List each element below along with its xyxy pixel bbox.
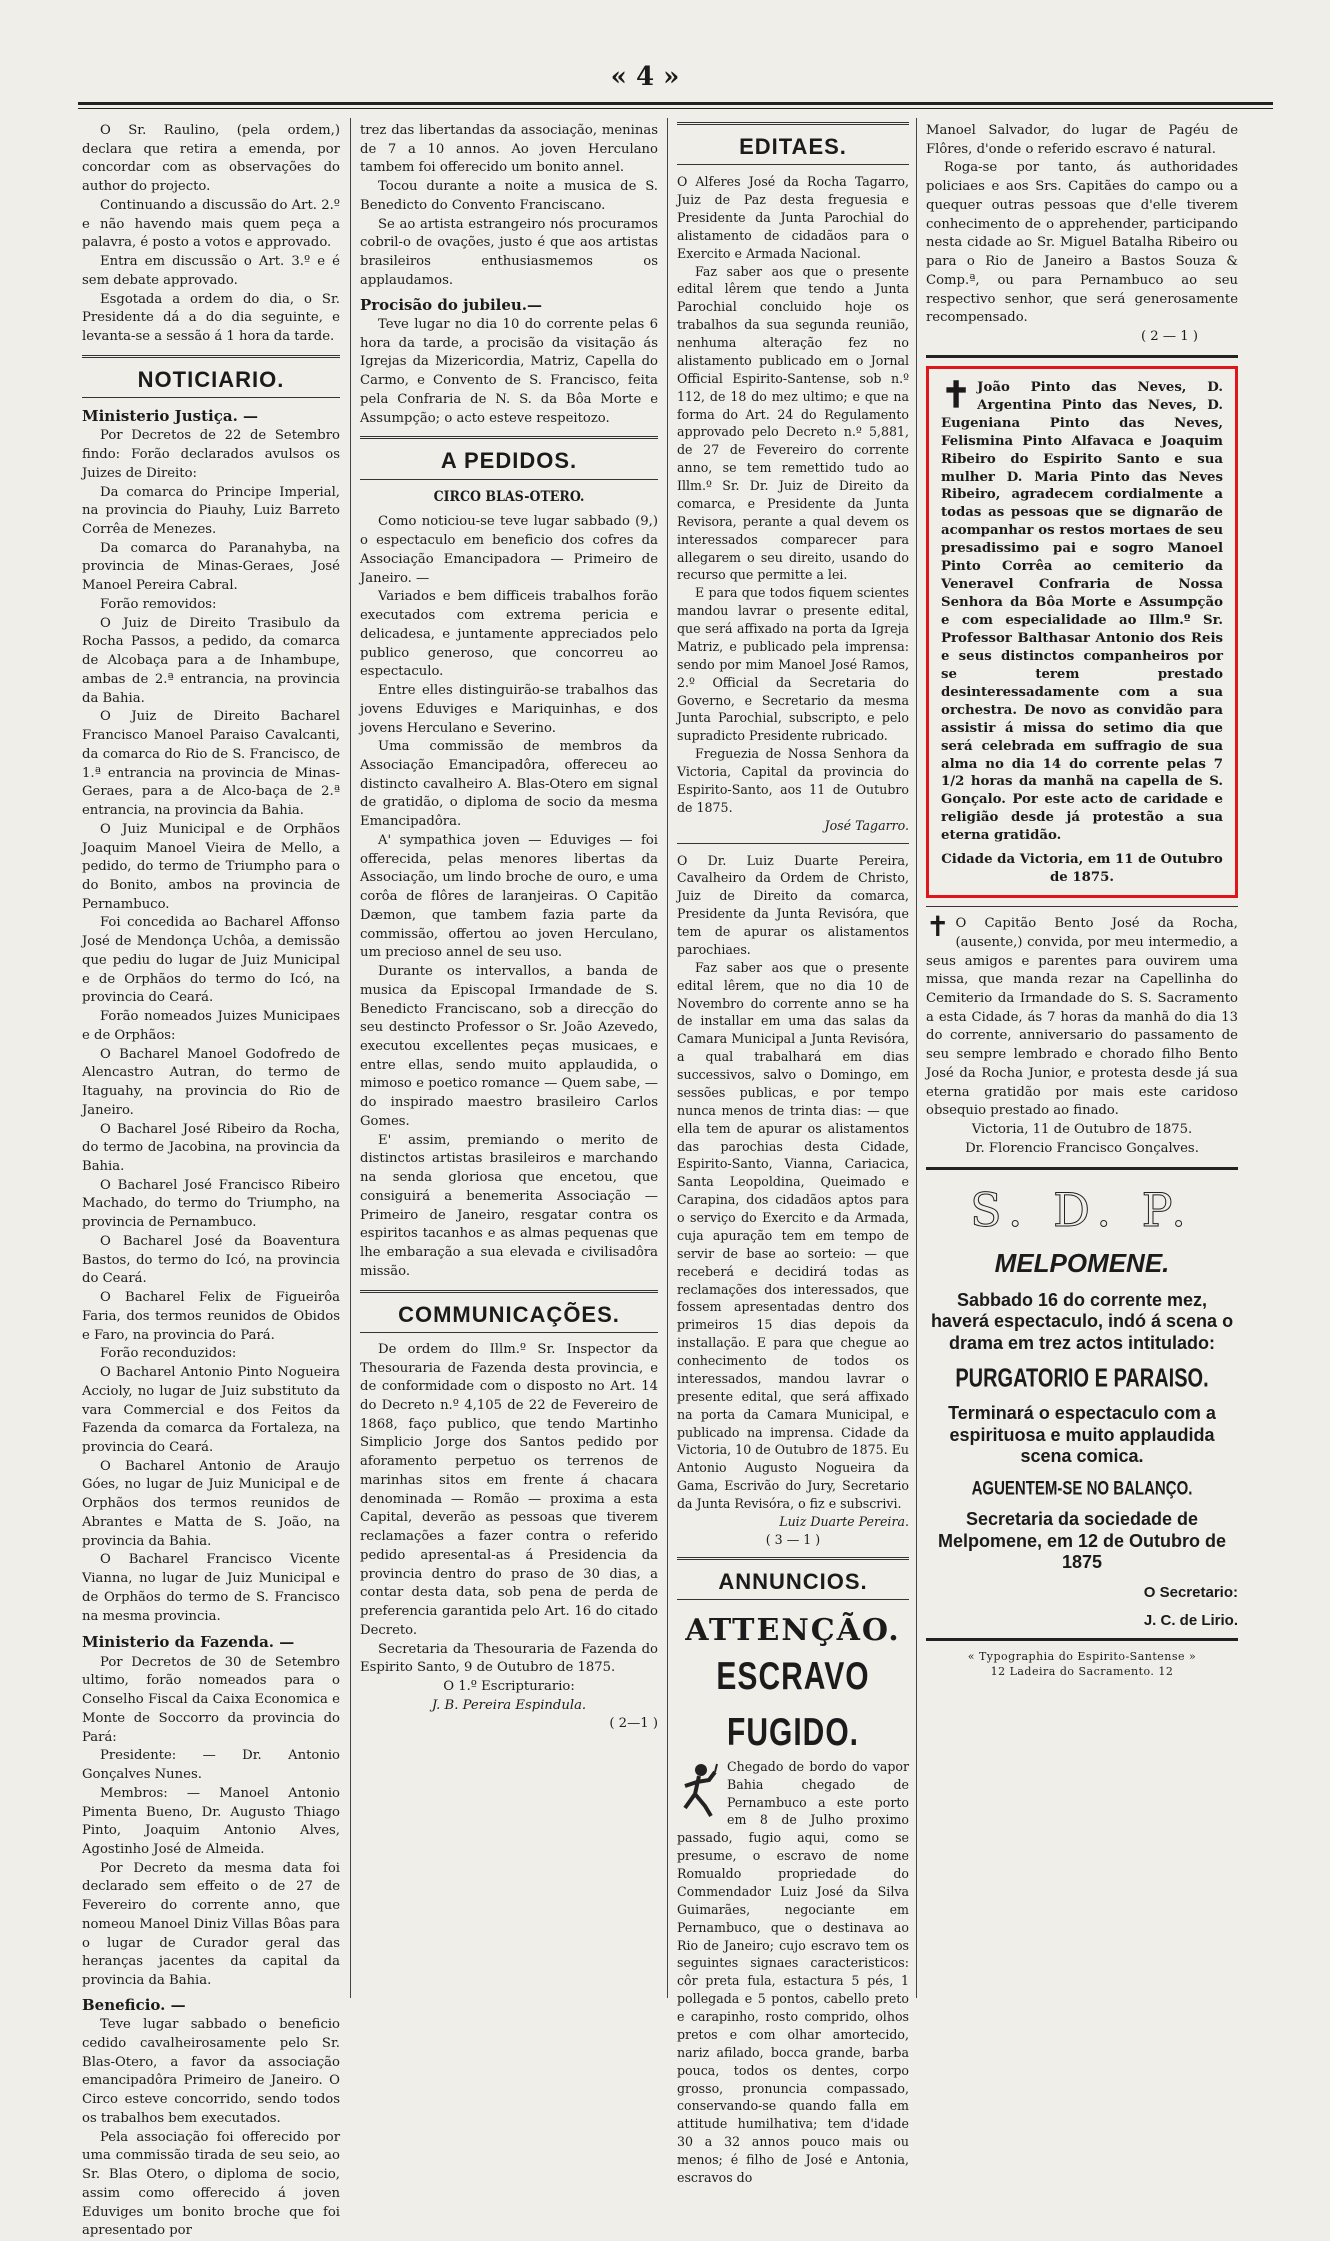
signature-name: J. B. Pereira Espindula. (431, 1697, 587, 1713)
paragraph: O Bacharel José Ribeiro da Rocha, do termo de Jacobina, na provincia da Bahia. (82, 1121, 340, 1174)
termina-text: Terminará o espectaculo com a espirituosa e muito applaudida scena comica. (948, 1403, 1216, 1467)
paragraph: Secretaria da Thesouraria de Fazenda do Espirito Santo, 9 de Outubro de 1875. (360, 1641, 658, 1676)
column-1 (82, 122, 340, 2241)
paragraph: Por Decretos de 30 de Setembro ultimo, forão nomeados para o Conselho Fiscal da Caixa Economica e Monte de Soccorro da provincia do Pará: (82, 1654, 340, 1745)
paragraph: Durante os intervallos, a banda de musica da Episcopal Irmandade de S. Benedicto Franciscano, sob a direcção do seu destincto Professor o Sr. João Azevedo, executou excellentes peças musicaes, e entre ellas, sendo muito applaudida, o mimoso e poetico romance — Quem sabe, — do inspirado maestro brasileiro Carlos Gomes. (360, 964, 658, 1129)
paragraph: De ordem do Illm.º Sr. Inspector da Thesouraria de Fazenda desta provincia, e de conformidade com o disposto no Art. 14 do Decreto n.º 4,105 de 22 de Fevereiro de 1868, faço publico, que tendo Martinho Simplicio Jorge dos Santos pedido por aforamento perpetuo os terrenos de marinhas sitos em frente á chacara denominada — Romão — proxima a esta Capital, deverão as pessoas que tiverem reclamações a fazer contra o referido pedido apresental-as á Presidencia da provincia dentro do praso de 30 dias, a contar desta data, sob pena de perda de preferencia garantida pelo Art. 16 do citado Decreto. (360, 1341, 658, 1638)
paragraph: Tocou durante a noite a musica de S. Benedicto do Convento Franciscano. (360, 179, 658, 213)
column-3 (677, 122, 909, 2187)
paragraph: A' sympathica joven — Eduviges — foi offerecida, pelas menores libertas da Associação, um lindo broche de ouro, e uma corôa de flôres de laranjeiras. O Capitão Dæmon, que tambem fazia parte da commissão, offertou ao joven Herculano, um precioso annel de seu uso. (360, 832, 658, 961)
espectaculo-text: Sabbado 16 do corrente mez, haverá espectaculo, indó á scena o drama em trez actos intitulado: (930, 1289, 1234, 1354)
paragraph: Chegado de bordo do vapor Bahia chegado de Pernambuco a este porto em 8 de Julho proximo passado, fugio aqui, como se presume, o escravo de nome Romualdo propriedade do Commendador Luiz José da Silva Guimarães, negociante em Pernambuco, que o destinava ao Rio de Janeiro; cujo escravo tem os seguintes signaes caracteristicos: côr preta fula, estactura 5 pés, 1 pollegada e 5 pontos, cabello preto e carapinho, rosto comprido, olhos pretos e com olhar amortecido, nariz afilado, bocca grande, barba pouca, todos os dentes, corpo grosso, pronuncia compassado, conservando-se quando falla em attitude humilhativa; tem d'idade 30 a 32 annos pouco mais ou menos; é filho de José e Antonia, escravos do (677, 1758, 909, 2185)
secretario-label: O Secretario: (1143, 1583, 1238, 1601)
edital-heading: O Dr. Luiz Duarte Pereira, Cavalheiro da Ordem de Christo, Juiz de Direito da comarca, Presidente da Junta Revisóra, que tem de apurar os alistamentos parochiaes. (677, 852, 909, 957)
paragraph: O Bacharel José Francisco Ribeiro Machado, do termo do Triumpho, na provincia de Pernambuco. (82, 1177, 340, 1231)
cross-icon: ✝ (941, 373, 972, 416)
obituary-place: Cidade da Victoria, em 11 de Outubro de 1875. (941, 852, 1223, 886)
insertion-mark: ( 3 — 1 ) (765, 1531, 821, 1547)
paragraph: Forão removidos: (100, 596, 217, 612)
escravo-notice (677, 1758, 909, 2187)
top-rule-thin (78, 108, 1273, 109)
secretario-name: J. C. de Lirio. (1143, 1611, 1238, 1629)
subheading: Ministerio da Fazenda. — (82, 1633, 295, 1652)
drama-title: PURGATORIO E PARAISO. (955, 1364, 1209, 1393)
section-title-noticiario: NOTICIARIO. (82, 355, 340, 398)
circo-title: CIRCO BLAS-OTERO. (433, 488, 585, 505)
paragraph: O Bacharel Manoel Godofredo de Alencastro Autran, do termo de Itaguahy, na provincia do Rio de Janeiro. (82, 1046, 340, 1118)
divider (926, 355, 1238, 358)
missa-date: Victoria, 11 de Outubro de 1875. (971, 1122, 1193, 1138)
paragraph: O Juiz de Direito Trasibulo da Rocha Passos, a pedido, da comarca de Alcobaça para a de Inhambupe, ambas de 2.ª entrancia, na provincia da Bahia. (82, 615, 340, 706)
paragraph: Forão nomeados Juizes Municipaes e de Orphãos: (82, 1009, 340, 1043)
paragraph: Roga-se por tanto, ás authoridades policiaes e aos Srs. Capitães do campo ou a quequer outras pessoas que d'elle tiverem conhecimento de o apprehender, participando nesta cidade ao Sr. Miguel Batalha Ribeiro ou para o Rio de Janeiro a Bastos Souza & Comp.ª, ou para Pernambuco ao seu respectivo senhor, que será generosamente recompensado. (926, 160, 1238, 326)
insertion-mark: ( 2—1 ) (609, 1716, 658, 1732)
missa-notice (926, 910, 1238, 1121)
paragraph: Membros: — Manoel Antonio Pimenta Bueno, Dr. Augusto Thiago Pinto, Joaquim Antonio Alves, Agostinho José de Almeida. (82, 1785, 340, 1857)
paragraph: Da comarca do Paranahyba, na provincia de Minas-Geraes, José Manoel Pereira Cabral. (82, 540, 340, 594)
missa-text: O Capitão Bento José da Rocha, (ausente,) convida, por meu intermedio, a seus amigos e parentes para ouvirem uma missa, que manda rezar na Capellinha do Cemiterio da Irmandade do S. S. Sacramento a esta Cidade, ás 7 horas da manhã do dia 13 do corrente, anniversario do passamento de seu sempre lembrado e chorado filho Bento José da Rocha Junior, e protesta desde já sua eterna gratidão por mais este caridoso obsequio prestado ao finado. (926, 916, 1238, 1119)
sdp-heading: S. D. P. (970, 1182, 1194, 1237)
column-4 (926, 122, 1238, 1680)
paragraph: Presidente: — Dr. Antonio Gonçalves Nunes. (82, 1748, 340, 1783)
paragraph: O Juiz de Direito Bacharel Francisco Manoel Paraiso Cavalcanti, da comarca do Rio de S. Francisco, de 1.ª entrancia na provincia de Minas-Geraes, para a de Alco-baça de 2.ª entrancia, na provincia da Bahia. (82, 709, 340, 819)
column-divider (350, 118, 351, 1998)
paragraph: Freguezia de Nossa Senhora da Victoria, Capital da provincia do Espirito-Santo, aos 11 de Outubro de 1875. (677, 746, 909, 815)
section-title-editaes: EDITAES. (677, 122, 909, 165)
obituary-notice (926, 366, 1238, 898)
subheading: Procisão do jubileu.— (360, 295, 543, 314)
paragraph: Foi concedida ao Bacharel Affonso José de Mendonça Uchôa, a demissão que pediu do lugar de Juiz Municipal e de Orphãos do termo do Icó, na provincia do Ceará. (82, 915, 340, 1006)
paragraph: Faz saber aos que o presente edital lêrem, que no dia 10 de Novembro do corrente anno se ha de installar em uma das salas da Camara Municipal a Junta Revisóra, a qual trabalhará em dias successivos, salvo o Domingo, em sessões publicas, e por tempo nunca menos de trinta dias: — que ella tem de apurar os alistamentos das parochias desta Cidade, Espirito-Santo, Vianna, Cariacica, Santa Leopoldina, Queimado e Carapina, dos cidadãos aptos para o serviço do Exercito e da Armada, cuja apuração tem em tempo de servir de base ao sorteio: — que receberá e decidirá todas as reclamações dos interessados, que fossem apresentadas dentro dos primeiros 15 dias depois da installação. E para que chegue ao conhecimento de todos os interessados, mandou lavrar o presente edital, que será affixado na porta da Camara Municipal, e publicado na imprensa. Cidade da Victoria, 10 de Outubro de 1875. Eu Antonio Augusto Nogueira da Gama, Escrivão do Jury, Secretario da Junta Revisóra, o fiz e subscrivi. (677, 959, 909, 1512)
paragraph: Esgotada a ordem do dia, o Sr. Presidente dá a do dia seguinte, e levanta-se a sessão á 1 hora da tarde. (82, 291, 340, 345)
paragraph: O Bacharel Antonio de Araujo Góes, no lugar de Juiz Municipal e de Orphãos dos termos reunidos de Abrantes e Matta de S. João, na provincia da Bahia. (82, 1458, 340, 1549)
paragraph: Como noticiou-se teve lugar sabbado (9,) o espectaculo em beneficio dos cofres da Associação Emancipadora — Primeiro de Janeiro. — (360, 514, 658, 586)
paragraph: Manoel Salvador, do lugar de Pagéu de Flôres, d'onde o referido escravo é natural. (926, 123, 1238, 157)
section-title-communicacoes: COMMUNICAÇÕES. (360, 1290, 658, 1333)
paragraph: O Sr. Raulino, (pela ordem,) declara que retira a emenda, por concordar com as observações do author do projecto. (82, 123, 340, 195)
column-2 (360, 122, 658, 1734)
paragraph: Entre elles distinguirão-se trabalhos das jovens Eduviges e Mariquinhas, e dos jovens Herculano e Severino. (360, 683, 658, 736)
paragraph: E' assim, premiando o merito de distinctos artistas brasileiros e marchando na senda gloriosa que encetou, que consiguirá a benemerita Associação — Primeiro de Janeiro, resgatar contra os espiritos tacanhos e as almas pequenas que lhe embaração a sua elevada e civilisadôra missão. (360, 1132, 658, 1279)
paragraph: O Juiz Municipal e de Orphãos Joaquim Manoel Vieira de Mello, a pedido, do termo de Triumpho para o do Bonito, ambos na provincia de Pernambuco. (82, 821, 340, 912)
paragraph: Da comarca do Principe Imperial, na provincia do Piauhy, Luiz Barreto Corrêa de Menezes. (82, 484, 340, 538)
page-number: « 4 » (610, 62, 680, 92)
section-title-a-pedidos: A PEDIDOS. (360, 436, 658, 479)
paragraph: Se ao artista estrangeiro nós procuramos cobril-o de ovações, justo é que aos artistas brasileiros enthusiasmemos os applaudamos. (360, 216, 658, 288)
cross-icon: ✝ (926, 910, 950, 944)
column-divider (667, 118, 668, 1998)
paragraph: Por Decreto da mesma data foi declarado sem effeito o de 27 de Fevereiro do corrente anno, que nomeou Manoel Diniz Villas Bôas para o lugar de Curador geral das heranças jacentes da capital da provincia da Bahia. (82, 1860, 340, 1989)
divider (926, 1638, 1238, 1641)
signature-name: Luiz Duarte Pereira. (779, 1513, 909, 1529)
paragraph: O Bacharel Antonio Pinto Nogueira Accioly, no lugar de Juiz substituto da vara Commercial e dos Feitos da Fazenda da comarca da Fortaleza, na provincia do Ceará. (82, 1365, 340, 1455)
running-figure-icon (677, 1762, 721, 1818)
edital-heading: O Alferes José da Rocha Tagarro, Juiz de Paz desta freguesia e Presidente da Junta Parochial do alistamento de cidadãos para o Exercito e Armada Nacional. (677, 174, 909, 261)
subheading: Beneficio. — (82, 1995, 186, 2014)
paragraph: Teve lugar no dia 10 do corrente pelas 6 hora da tarde, a procisão da visitação ás Igrejas da Mizericordia, Matriz, Capella do Carmo, e Convento de S. Francisco, feita pela Confraria de N. S. da Bôa Morte e Assumpção; o acto esteve respeitozo. (360, 316, 658, 426)
scena-title: AGUENTEM-SE NO BALANÇO. (971, 1477, 1193, 1500)
paragraph: Variados e bem difficeis trabalhos forão executados com extrema pericia e delicadesa, e juntamente appreciados pelo publico generoso, que concorreu ao espectaculo. (360, 589, 658, 680)
secretaria-text: Secretaria da sociedade de Melpomene, em 12 de Outubro de 1875 (937, 1509, 1227, 1573)
attencao-heading: ATTENÇÃO. (685, 1612, 901, 1648)
missa-signature: Dr. Florencio Francisco Gonçalves. (965, 1140, 1199, 1156)
paragraph: O Bacharel José da Boaventura Bastos, do termo do Icó, na provincia do Ceará. (82, 1233, 340, 1287)
subheading: Ministerio Justiça. — (82, 407, 259, 426)
divider (677, 843, 909, 844)
escravo-fugido-heading: ESCRAVO FUGIDO. (716, 1654, 870, 1754)
melpomene-heading: MELPOMENE. (994, 1247, 1170, 1278)
paragraph: O Bacharel Francisco Vicente Vianna, no lugar de Juiz Municipal e de Orphãos do termo de S. Francisco na mesma provincia. (82, 1552, 340, 1624)
paragraph: Por Decretos de 22 de Setembro findo: Forão declarados avulsos os Juizes de Direito: (82, 428, 340, 481)
paragraph: trez das libertandas da associação, meninas de 7 a 10 annos. Ao joven Herculano tambem foi offerecido um bonito annel. (360, 123, 658, 176)
column-divider (916, 118, 917, 1998)
paragraph: Teve lugar sabbado o beneficio cedido cavalheirosamente pelo Sr. Blas-Otero, a favor da associação emancipadôra Primeiro de Janeiro. O Circo esteve concorrido, sendo todos os trabalhos bem executados. (82, 2017, 340, 2126)
insertion-mark: ( 2 — 1 ) (1140, 329, 1198, 345)
typographia: « Typographia do Espirito-Santense » (967, 1649, 1197, 1663)
signature-name: José Tagarro. (824, 817, 909, 833)
paragraph: Pela associação foi offerecido por uma commissão tirada de seu seio, ao Sr. Blas Otero, o diploma de socio, assim como offerecido á joven Eduviges um bonito broche que foi apresentado por (82, 2129, 340, 2239)
divider (926, 1167, 1238, 1170)
section-title-annuncios: ANNUNCIOS. (677, 1557, 909, 1600)
divider (926, 906, 1238, 907)
paragraph: E para que todos fiquem scientes mandou lavrar o presente edital, que será affixado na porta da Igreja Matriz, e publicado pela imprensa: sendo por mim Manoel José Ramos, 2.º Official da Secretaria do Governo, e Secretario da mesma Junta Parochial, subscripto, e pelo supradicto Presidente rubricado. (677, 585, 909, 744)
typographia-address: 12 Ladeira do Sacramento. 12 (990, 1665, 1174, 1679)
paragraph: Entra em discussão o Art. 3.º e é sem debate approvado. (82, 254, 340, 288)
paragraph: Uma commissão de membros da Associação Emancipadôra, offereceu ao distincto cavalheiro A. Blas-Otero em signal de gratidão, o diploma de socio da mesma Emancipadôra. (360, 739, 658, 830)
obituary-text: João Pinto das Neves, D. Argentina Pinto das Neves, D. Eugeniana Pinto das Neves, Felismina Pinto Alfavaca e Joaquim Ribeiro do Espirito Santo e sua mulher D. Maria Pinto das Neves Ribeiro, agradecem cordialmente a todas as pessoas que se dignarão de acompanhar os restos mortaes de seu presadissimo pai e sogro Manoel Pinto Corrêa ao cemiterio da Veneravel Confraria de Nossa Senhora da Bôa Morte e Assumpção e com especialidade ao Illm.º Sr. Professor Balthasar Antonio dos Reis e seus distinctos companheiros por se terem prestado desinteressadamente com a sua orchestra. De novo as convidão para assistir á missa do setimo dia que será celebrada em suffragio de sua alma no dia 14 do corrente pelas 7 1/2 horas da manhã na capella de S. Gonçalo. Por este acto de caridade e religião desde já protestão a sua eterna gratidão. (941, 379, 1223, 844)
paragraph: Continuando a discussão do Art. 2.º e não havendo mais quem peça a palavra, é posto a votos e approvado. (82, 197, 340, 251)
paragraph: O Bacharel Felix de Figueirôa Faria, dos termos reunidos de Obidos e Faro, na provincia do Pará. (82, 1290, 340, 1343)
paragraph: Forão reconduzidos: (100, 1346, 237, 1362)
top-rule (78, 102, 1273, 105)
paragraph: Faz saber aos que o presente edital lêrem que tendo a Junta Parochial concluido hoje os trabalhos da sua segunda reunião, nenhuma alteração fez no alistamento publicado em o Jornal Official Espirito-Santense, sob n.º 112, de 18 do mez ultimo; e que na forma do Art. 24 do Regulamento approvado pelo Decreto n.º 5,881, de 27 de Fevereiro do corrente anno, se tem remettido tudo ao Illm.º Sr. Dr. Juiz de Direito da comarca, e Presidente da Junta Revisora, perante a qual devem os interessados comparecer para allegarem o seu direito, usando do recurso que permitte a lei. (677, 263, 909, 583)
signature-role: O 1.º Escripturario: (443, 1678, 575, 1694)
